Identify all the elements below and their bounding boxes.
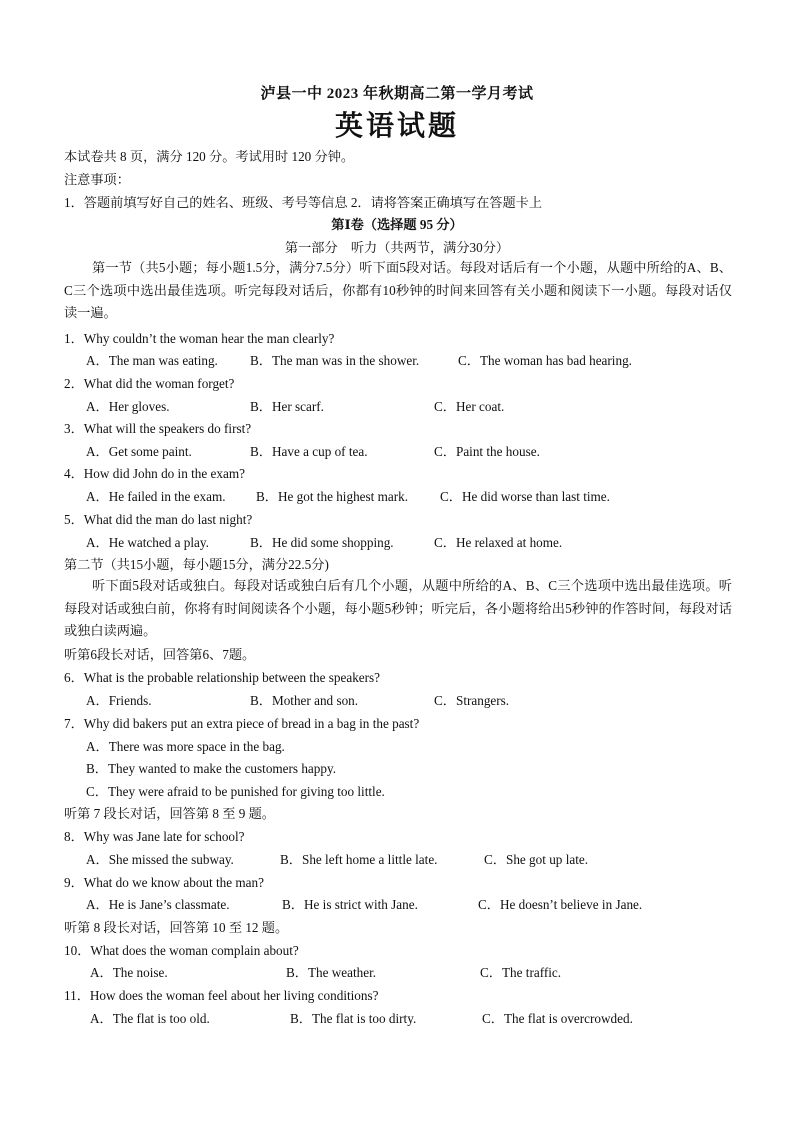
school-exam-title: 泸县一中 2023 年秋期高二第一学月考试 [260,86,534,102]
option-c: C．He did worse than last time. [440,489,610,504]
question-stem: 3．What will the speakers do first? [64,421,252,436]
option-b: B．The man was in the shower. [250,353,420,368]
option-a: A．Her gloves. [86,399,170,414]
option-b: B．Have a cup of tea. [250,444,368,459]
option-b: B．Mother and son. [250,693,359,708]
question-stem: 5．What did the man do last night? [64,512,253,527]
option-b: B．He did some shopping. [250,535,394,550]
option-a: A．Friends. [86,693,152,708]
option-b: B．The flat is too dirty. [290,1011,417,1026]
option-a: A．The noise. [90,965,168,980]
section2-heading: 第二节（共15小题，每小题15分，满分22.5分) [64,557,329,572]
option-a: A．There was more space in the bag. [86,739,285,754]
volume-title: 第Ⅰ卷（选择题 95 分） [331,217,463,232]
option-b: B．Her scarf. [250,399,324,414]
option-c: C．Paint the house. [434,444,540,459]
dialog-note: 听第 7 段长对话，回答第 8 至 9 题。 [64,806,275,821]
exam-info: 本试卷共 8 页，满分 120 分。考试用时 120 分钟。 [64,149,355,164]
option-c: C．The flat is overcrowded. [482,1011,633,1026]
question-stem: 7．Why did bakers put an extra piece of bread in a bag in the past? [64,716,420,731]
option-c: C．He relaxed at home. [434,535,563,550]
question-stem: 10．What does the woman complain about? [64,943,299,958]
notes-heading: 注意事项： [64,172,130,187]
dialog-note: 听第6段长对话，回答第6、7题。 [64,647,256,662]
option-c: C．They were afraid to be punished for giving too little. [86,784,385,799]
option-c: C．She got up late. [484,852,589,867]
question-stem: 8．Why was Jane late for school? [64,829,245,844]
option-b: B．He is strict with Jane. [282,897,418,912]
question-stem: 11．How does the woman feel about her living conditions? [64,988,379,1003]
option-c: C．He doesn’t believe in Jane. [478,897,643,912]
section1-instructions: 第一节（共5小题；每小题1.5分，满分7.5分）听下面5段对话。每段对话后有一个小题，从题中所给的A、B、C三个选项中选出最佳选项。听完每段对话后，你都有10秒钟的时间来回答有关小题和阅读下一小题。每段对话仅读一遍。 [64,260,732,321]
option-c: C．The woman has bad hearing. [458,353,632,368]
question-stem: 2．What did the woman forget? [64,376,235,391]
section2-instructions: 听下面5段对话或独白。每段对话或独白后有几个小题，从题中所给的A、B、C三个选项中选出最佳选项。听每段对话或独白前，你将有时间阅读各个小题，每小题5秒钟；听完后，各小题将给出5秒钟的作答时间，每段对话或独白读两遍。 [64,578,732,639]
option-a: A．He watched a play. [86,535,209,550]
option-c: C．Her coat. [434,399,505,414]
option-b: B．He got the highest mark. [256,489,408,504]
question-stem: 6．What is the probable relationship between the speakers? [64,670,381,685]
question-stem: 9．What do we know about the man? [64,875,264,890]
option-a: A．She missed the subway. [86,852,234,867]
option-a: A．He is Jane’s classmate. [86,897,230,912]
section-title: 第一部分 听力（共两节，满分30分） [284,240,510,255]
option-a: A．The man was eating. [86,353,218,368]
option-b: B．The weather. [286,965,377,980]
question-stem: 1．Why couldn’t the woman hear the man clearly? [64,331,335,346]
option-b: B．She left home a little late. [280,852,438,867]
option-a: A．He failed in the exam. [86,489,226,504]
option-a: A．The flat is too old. [90,1011,210,1026]
option-b: B．They wanted to make the customers happy. [86,761,337,776]
note-1: 1．答题前填写好自己的姓名、班级、考号等信息 2．请将答案正确填写在答题卡上 [64,195,543,210]
option-c: C．Strangers. [434,693,510,708]
option-a: A．Get some paint. [86,444,192,459]
main-title: 英语试题 [334,109,459,142]
dialog-note: 听第 8 段长对话，回答第 10 至 12 题。 [64,920,289,935]
option-c: C．The traffic. [480,965,562,980]
question-stem: 4．How did John do in the exam? [64,466,245,481]
